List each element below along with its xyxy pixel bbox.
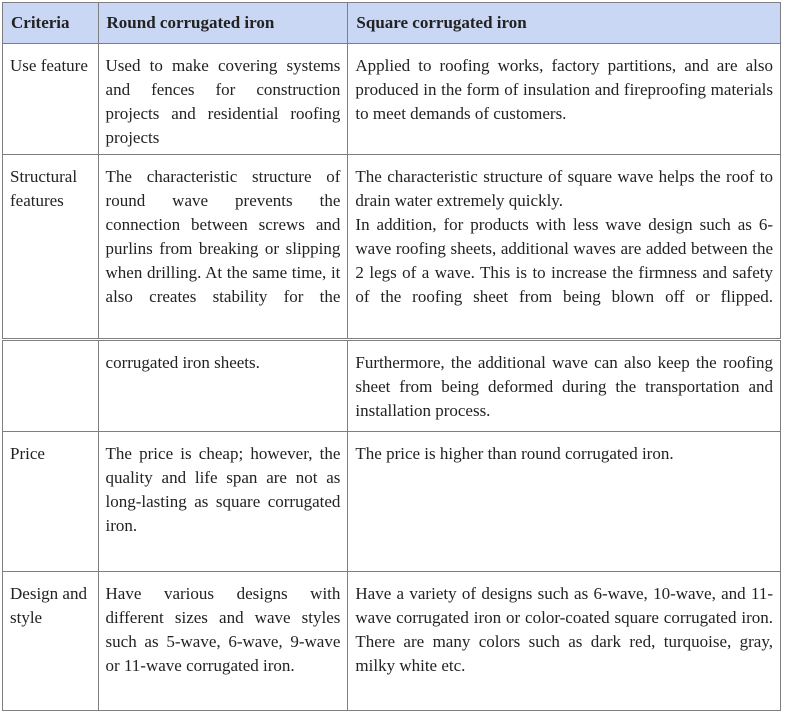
header-criteria: Criteria [3, 3, 99, 44]
table-row [3, 155, 781, 340]
header-square-corrugated-iron: Square corrugated iron [348, 3, 781, 44]
square-cell: Furthermore, the additional wave can also keep the roofing sheet from being deformed during the transportation and installation process. [348, 340, 781, 432]
criteria-cell: Price [3, 432, 99, 572]
round-cell: Have various designs with different sizes and wave styles such as 5-wave, 6-wave, 9-wave or 11-wave corrugated iron. [98, 572, 348, 711]
table-row [3, 340, 781, 432]
criteria-cell: Design and style [3, 572, 99, 711]
square-cell: Applied to roofing works, factory partitions, and are also produced in the form of insulation and fireproofing materials to meet demands of customers. [348, 44, 781, 155]
square-paragraph: In addition, for products with less wave design such as 6-wave roofing sheets, additional waves are added between the 2 legs of a wave. This is to increase the firmness and safety of the roofing sheet from being blown off or flipped. [355, 215, 773, 306]
header-round-corrugated-iron: Round corrugated iron [98, 3, 348, 44]
table-row [3, 44, 781, 155]
round-cell: Used to make covering systems and fences for construction projects and residential roofing projects [98, 44, 348, 155]
square-cell: The price is higher than round corrugated iron. [348, 432, 781, 572]
criteria-cell [3, 340, 99, 432]
criteria-cell: Structural features [3, 155, 99, 340]
table-row [3, 572, 781, 711]
criteria-cell: Use feature [3, 44, 99, 155]
table-header-row [3, 3, 781, 44]
round-cell: The characteristic structure of round wave prevents the connection between screws and purlins from breaking or slipping when drilling. At the same time, it also creates stability for the [98, 155, 348, 340]
comparison-table [2, 2, 781, 711]
square-paragraph: The characteristic structure of square wave helps the roof to drain water extremely quickly. [355, 167, 773, 210]
square-cell: Have a variety of designs such as 6-wave, 10-wave, and 11-wave corrugated iron or color-coated square corrugated iron. There are many colors such as dark red, turquoise, gray, milky white etc. [348, 572, 781, 711]
table-row [3, 432, 781, 572]
round-cell: The price is cheap; however, the quality and life span are not as long-lasting as square corrugated iron. [98, 432, 348, 572]
round-cell: corrugated iron sheets. [98, 340, 348, 432]
square-cell [348, 155, 781, 340]
